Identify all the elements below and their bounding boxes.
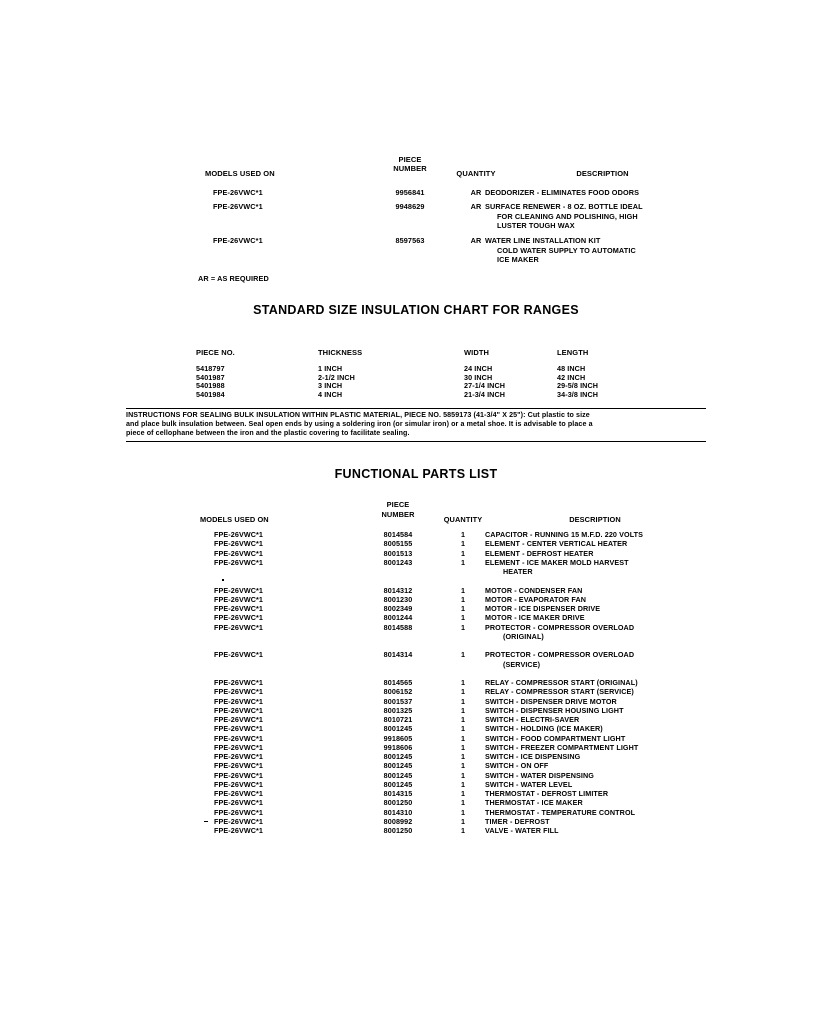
cell-quantity: 1 — [460, 622, 466, 632]
cell-quantity: 1 — [460, 752, 466, 761]
instructions-line-3: piece of cellophane between the iron and the plastic covering to facilitate sealing. — [126, 429, 410, 438]
cell-model: FPE-26VWC*1 — [214, 742, 264, 752]
cell-piece-number: 8001245 — [383, 752, 413, 761]
cell-thickness: 3 INCH — [318, 381, 343, 391]
cell-piece-number: 8001325 — [383, 705, 413, 715]
cell-piece-no: 5401987 — [196, 372, 225, 382]
description-line: SWITCH - HOLDING (ICE MAKER) — [485, 724, 603, 734]
table-row — [200, 734, 690, 743]
cell-description — [485, 734, 700, 743]
insulation-chart-table — [196, 348, 666, 398]
column-header-quantity: QUANTITY — [443, 515, 483, 524]
cell-description — [485, 687, 700, 696]
description-line: ELEMENT - ICE MAKER MOLD HARVEST — [485, 557, 629, 567]
cell-quantity: 1 — [460, 678, 466, 687]
description-line: MOTOR - ICE MAKER DRIVE — [485, 613, 585, 623]
cell-model: FPE-26VWC*1 — [214, 696, 264, 706]
cell-quantity: 1 — [460, 594, 466, 604]
cell-piece-number: 8014312 — [383, 585, 413, 595]
table-row — [200, 761, 690, 770]
column-header-piece-number — [368, 500, 428, 519]
table-row — [200, 678, 690, 687]
column-header-piece-line2: NUMBER — [393, 164, 427, 173]
column-header-thickness: THICKNESS — [318, 348, 363, 357]
cell-piece-number: 8001245 — [383, 761, 413, 771]
description-line: MOTOR - EVAPORATOR FAN — [485, 594, 587, 604]
table-row — [200, 687, 690, 696]
cell-description — [485, 752, 700, 761]
cell-description — [485, 586, 700, 595]
description-line: SWITCH - DISPENSER HOUSING LIGHT — [485, 705, 624, 715]
description-line: LUSTER TOUGH WAX — [497, 221, 575, 231]
cell-quantity: 1 — [460, 650, 466, 660]
description-line: VALVE - WATER FILL — [485, 826, 559, 835]
cell-description — [485, 604, 700, 613]
row-spacer — [200, 641, 690, 650]
table-row — [200, 724, 690, 733]
description-line: DEODORIZER - ELIMINATES FOOD ODORS — [485, 188, 640, 197]
cell-piece-number: 8001244 — [383, 613, 413, 623]
cell-piece-number: 8014584 — [383, 530, 413, 539]
column-header-quantity: QUANTITY — [456, 169, 496, 178]
cell-length: 29-5/8 INCH — [557, 381, 599, 391]
cell-piece-number: 8002349 — [383, 604, 413, 613]
cell-model: FPE-26VWC*1 — [214, 789, 264, 798]
cell-quantity: 1 — [460, 539, 466, 549]
cell-piece-number: 8001230 — [383, 594, 413, 604]
cell-length: 42 INCH — [557, 372, 586, 382]
description-line: PROTECTOR - COMPRESSOR OVERLOAD — [485, 622, 635, 632]
cell-piece-number: 8001245 — [383, 770, 413, 780]
stray-mark-icon — [204, 821, 208, 822]
description-line: TIMER - DEFROST — [485, 816, 550, 826]
accessory-table-header — [205, 155, 685, 185]
table-row — [200, 586, 690, 595]
cell-piece-number: 8014310 — [383, 807, 413, 817]
row-spacer — [200, 576, 690, 585]
functional-parts-table — [200, 500, 690, 835]
cell-description — [485, 623, 700, 642]
column-header-description: DESCRIPTION — [576, 169, 629, 178]
cell-description — [485, 789, 700, 798]
column-header-length: LENGTH — [557, 348, 589, 357]
cell-model: FPE-26VWC*1 — [214, 816, 264, 826]
insulation-chart-title: STANDARD SIZE INSULATION CHART FOR RANGES — [253, 303, 579, 317]
cell-model: FPE-26VWC*1 — [214, 733, 264, 743]
column-header-width: WIDTH — [464, 348, 490, 357]
cell-model: FPE-26VWC*1 — [214, 585, 264, 595]
cell-piece-number: 8014315 — [383, 789, 413, 798]
cell-model: FPE-26VWC*1 — [214, 604, 264, 613]
cell-piece-no: 5401988 — [196, 381, 225, 391]
cell-quantity: 1 — [460, 557, 466, 567]
cell-description — [485, 236, 705, 265]
cell-description — [485, 650, 700, 669]
cell-thickness: 1 INCH — [318, 364, 343, 373]
column-header-piece-number — [380, 155, 440, 173]
cell-description — [485, 549, 700, 558]
cell-description — [485, 678, 700, 687]
description-line: SWITCH - ELECTRI-SAVER — [485, 715, 580, 724]
cell-description — [485, 697, 700, 706]
table-row — [196, 381, 666, 390]
cell-description — [485, 715, 700, 724]
cell-model: FPE-26VWC*1 — [213, 236, 263, 245]
description-line: THERMOSTAT - DEFROST LIMITER — [485, 789, 609, 798]
cell-quantity: 1 — [460, 548, 466, 558]
cell-piece-number: 8001250 — [383, 826, 413, 835]
cell-description — [485, 558, 700, 577]
description-line: WATER LINE INSTALLATION KIT — [485, 236, 601, 245]
table-row — [200, 706, 690, 715]
cell-model: FPE-26VWC*1 — [214, 798, 264, 808]
description-line: ICE MAKER — [497, 255, 539, 265]
cell-model: FPE-26VWC*1 — [214, 687, 264, 697]
description-line: SWITCH - ICE DISPENSING — [485, 752, 581, 761]
cell-description — [485, 188, 705, 198]
description-line: MOTOR - ICE DISPENSER DRIVE — [485, 604, 601, 613]
cell-quantity: 1 — [460, 604, 466, 613]
cell-description — [485, 539, 700, 548]
cell-thickness: 2-1/2 INCH — [318, 372, 355, 382]
description-line: PROTECTOR - COMPRESSOR OVERLOAD — [485, 650, 635, 660]
table-row — [200, 623, 690, 642]
description-line: SWITCH - FREEZER COMPARTMENT LIGHT — [485, 742, 639, 752]
cell-quantity: 1 — [460, 724, 466, 734]
cell-description — [485, 826, 700, 835]
cell-quantity: 1 — [460, 696, 466, 706]
cell-model: FPE-26VWC*1 — [214, 594, 264, 604]
cell-model: FPE-26VWC*1 — [214, 548, 264, 558]
table-row — [200, 826, 690, 835]
row-spacer — [200, 669, 690, 678]
cell-piece-number: 9956841 — [395, 188, 425, 197]
table-row — [196, 364, 666, 373]
cell-model: FPE-26VWC*1 — [214, 761, 264, 771]
table-row — [200, 595, 690, 604]
cell-quantity: 1 — [460, 715, 466, 724]
cell-description — [485, 202, 705, 231]
cell-model: FPE-26VWC*1 — [214, 779, 264, 789]
table-row — [200, 798, 690, 807]
table-row — [200, 780, 690, 789]
cell-piece-number: 9918605 — [383, 733, 413, 743]
description-line: CAPACITOR - RUNNING 15 M.F.D. 220 VOLTS — [485, 530, 644, 539]
cell-piece-number: 8001245 — [383, 779, 413, 789]
cell-quantity: AR — [470, 202, 482, 211]
column-header-models: MODELS USED ON — [200, 515, 269, 524]
cell-quantity: 1 — [460, 816, 466, 826]
cell-model: FPE-26VWC*1 — [214, 715, 264, 724]
cell-model: FPE-26VWC*1 — [214, 622, 264, 632]
cell-thickness: 4 INCH — [318, 389, 343, 399]
cell-piece-number: 8010721 — [383, 715, 413, 724]
cell-quantity: 1 — [460, 770, 466, 780]
cell-piece-number: 8006152 — [383, 687, 413, 697]
column-header-piece-line1: PIECE — [398, 155, 422, 164]
cell-model: FPE-26VWC*1 — [214, 650, 264, 660]
cell-model: FPE-26VWC*1 — [214, 705, 264, 715]
description-line: COLD WATER SUPPLY TO AUTOMATIC — [497, 245, 636, 255]
cell-description — [485, 798, 700, 807]
cell-description — [485, 780, 700, 789]
cell-model: FPE-26VWC*1 — [214, 539, 264, 549]
table-row — [205, 188, 685, 199]
cell-length: 48 INCH — [557, 364, 586, 373]
table-row — [200, 817, 690, 826]
cell-piece-number: 8005155 — [383, 539, 413, 549]
cell-model: FPE-26VWC*1 — [214, 826, 264, 835]
cell-length: 34-3/8 INCH — [557, 389, 599, 399]
cell-model: FPE-26VWC*1 — [214, 678, 264, 687]
description-line: SWITCH - FOOD COMPARTMENT LIGHT — [485, 733, 626, 743]
cell-quantity: 1 — [460, 585, 466, 595]
sealing-instructions-block — [126, 408, 706, 442]
cell-quantity: 1 — [460, 779, 466, 789]
description-line: RELAY - COMPRESSOR START (SERVICE) — [485, 687, 634, 697]
description-line: MOTOR - CONDENSER FAN — [485, 585, 583, 595]
description-line: SURFACE RENEWER - 8 OZ. BOTTLE IDEAL — [485, 202, 643, 211]
cell-piece-number: 8001537 — [383, 696, 413, 706]
cell-quantity: 1 — [460, 742, 466, 752]
description-line: FOR CLEANING AND POLISHING, HIGH — [497, 211, 638, 221]
table-row — [196, 373, 666, 382]
description-line: THERMOSTAT - TEMPERATURE CONTROL — [485, 807, 636, 817]
cell-piece-number: 9918606 — [383, 742, 413, 752]
insulation-table-header — [196, 348, 666, 364]
description-line: RELAY - COMPRESSOR START (ORIGINAL) — [485, 678, 638, 687]
cell-piece-number: 8001250 — [383, 798, 413, 808]
cell-description — [485, 706, 700, 715]
cell-quantity: AR — [470, 236, 482, 245]
cell-piece-number: 8014565 — [383, 678, 413, 687]
cell-piece-no: 5401984 — [196, 389, 225, 399]
table-row — [200, 539, 690, 548]
cell-piece-number: 8014314 — [383, 650, 413, 660]
table-row — [200, 752, 690, 761]
description-line: (ORIGINAL) — [503, 631, 544, 641]
cell-description — [485, 595, 700, 604]
cell-piece-number: 8597563 — [395, 236, 425, 245]
accessory-parts-table — [205, 155, 685, 268]
cell-quantity: 1 — [460, 687, 466, 697]
cell-width: 30 INCH — [464, 372, 493, 382]
column-header-piece-line1: PIECE — [386, 500, 410, 509]
table-row — [205, 236, 685, 268]
table-row — [200, 558, 690, 577]
cell-piece-no: 5418797 — [196, 364, 225, 373]
cell-description — [485, 530, 700, 539]
parts-table-header — [200, 500, 690, 530]
cell-quantity: 1 — [460, 807, 466, 817]
cell-piece-number: 8001245 — [383, 724, 413, 734]
cell-width: 27-1/4 INCH — [464, 381, 506, 391]
cell-quantity: 1 — [460, 613, 466, 623]
cell-quantity: 1 — [460, 761, 466, 771]
table-row — [200, 697, 690, 706]
column-header-description: DESCRIPTION — [569, 515, 621, 524]
table-row — [205, 202, 685, 233]
table-row — [200, 650, 690, 669]
table-row — [200, 789, 690, 798]
column-header-piece-no: PIECE NO. — [196, 348, 235, 357]
cell-quantity: 1 — [460, 733, 466, 743]
instructions-line-2: and place bulk insulation between. Seal open ends by using a soldering iron (or simular iron) or a metal shoe. It is advisable to place a — [126, 420, 593, 429]
description-line: THERMOSTAT - ICE MAKER — [485, 798, 583, 808]
description-line: SWITCH - WATER DISPENSING — [485, 770, 594, 780]
cell-piece-number: 8001243 — [383, 557, 413, 567]
table-row — [200, 530, 690, 539]
cell-piece-number: 8014588 — [383, 622, 413, 632]
table-row — [200, 771, 690, 780]
cell-model: FPE-26VWC*1 — [214, 557, 264, 567]
functional-parts-list-title: FUNCTIONAL PARTS LIST — [334, 467, 498, 481]
cell-piece-number: 8001513 — [383, 548, 413, 558]
cell-model: FPE-26VWC*1 — [213, 202, 263, 211]
cell-piece-number: 9948629 — [395, 202, 425, 211]
table-row — [200, 549, 690, 558]
cell-description — [485, 771, 700, 780]
column-header-piece-line2: NUMBER — [381, 509, 415, 519]
cell-width: 24 INCH — [464, 364, 493, 373]
cell-description — [485, 724, 700, 733]
description-line: (SERVICE) — [503, 659, 541, 669]
cell-model: FPE-26VWC*1 — [214, 613, 264, 623]
description-line: SWITCH - ON OFF — [485, 761, 549, 771]
description-line: ELEMENT - CENTER VERTICAL HEATER — [485, 539, 628, 549]
cell-description — [485, 817, 700, 826]
cell-quantity: 1 — [460, 789, 466, 798]
description-line: SWITCH - WATER LEVEL — [485, 779, 573, 789]
cell-quantity: 1 — [460, 705, 466, 715]
table-row — [200, 715, 690, 724]
cell-model: FPE-26VWC*1 — [214, 724, 264, 734]
cell-description — [485, 761, 700, 770]
as-required-footnote: AR = AS REQUIRED — [198, 274, 269, 283]
cell-quantity: 1 — [460, 826, 466, 835]
cell-quantity: 1 — [460, 798, 466, 808]
cell-model: FPE-26VWC*1 — [214, 752, 264, 761]
cell-model: FPE-26VWC*1 — [213, 188, 263, 197]
cell-description — [485, 808, 700, 817]
table-row — [200, 808, 690, 817]
table-row — [200, 613, 690, 622]
cell-width: 21-3/4 INCH — [464, 389, 506, 399]
cell-quantity: AR — [470, 188, 482, 197]
cell-piece-number: 8008992 — [383, 816, 413, 826]
table-row — [196, 390, 666, 399]
cell-description — [485, 743, 700, 752]
cell-quantity: 1 — [460, 530, 466, 539]
column-header-models: MODELS USED ON — [205, 169, 275, 178]
cell-model: FPE-26VWC*1 — [214, 530, 264, 539]
description-line: HEATER — [503, 567, 533, 576]
description-line: ELEMENT - DEFROST HEATER — [485, 548, 594, 558]
cell-model: FPE-26VWC*1 — [214, 807, 264, 817]
cell-model: FPE-26VWC*1 — [214, 770, 264, 780]
instructions-line-1: INSTRUCTIONS FOR SEALING BULK INSULATION WITHIN PLASTIC MATERIAL, PIECE NO. 5859173 (41-3/4" X 25"): Cut plastic to size — [126, 411, 590, 419]
stray-mark-icon — [222, 579, 224, 581]
description-line: SWITCH - DISPENSER DRIVE MOTOR — [485, 696, 617, 706]
table-row — [200, 743, 690, 752]
table-row — [200, 604, 690, 613]
cell-description — [485, 613, 700, 622]
